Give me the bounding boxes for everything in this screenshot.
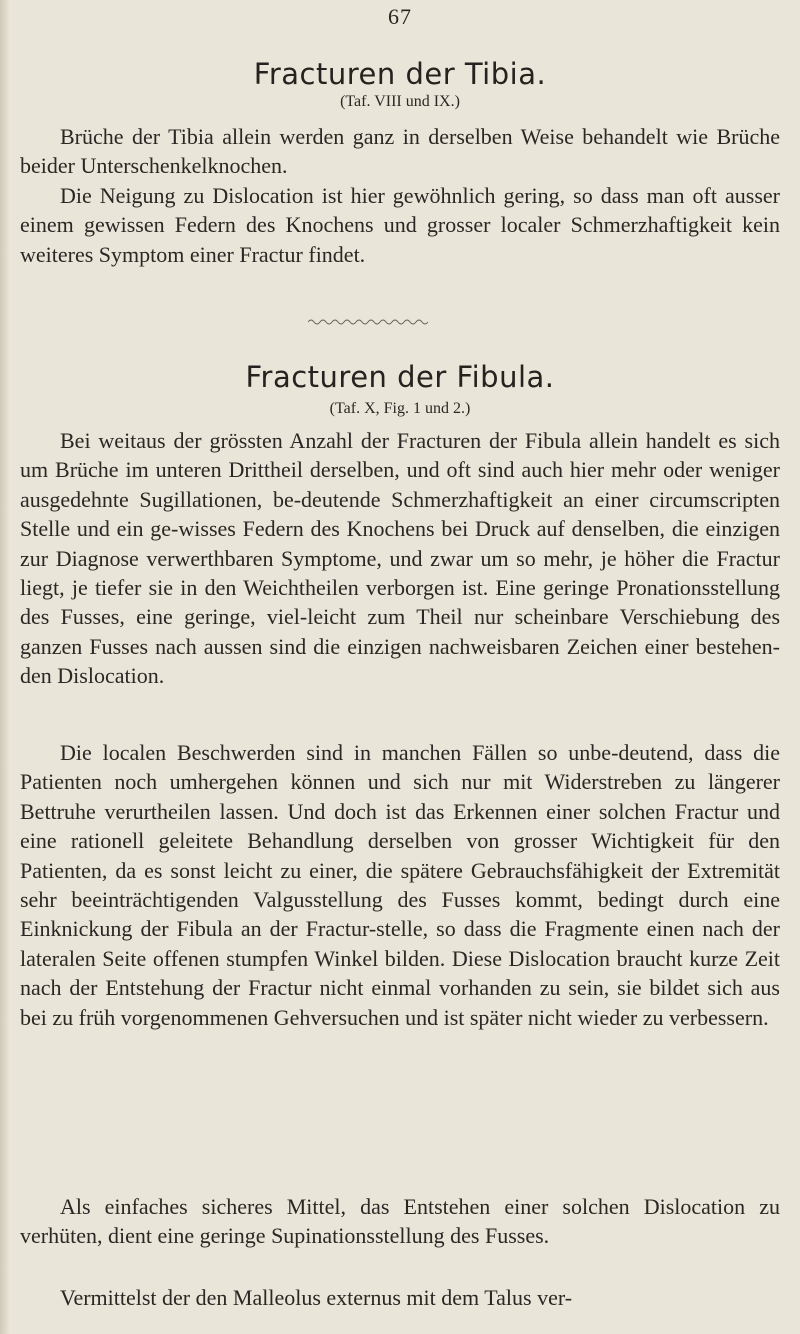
paragraph-tibia-1: Brüche der Tibia allein werden ganz in derselben Weise behandelt wie Brüche beider Unterschenkelknochen. — [20, 124, 780, 179]
paragraph-fibula-4: Vermittelst der den Malleolus externus mit dem Talus ver- — [60, 1285, 573, 1310]
page-number: 67 — [388, 4, 412, 29]
paragraph-fibula-3: Als einfaches sicheres Mittel, das Entstehen einer solchen Dislocation zu verhüten, dient eine geringe Supinationsstellung des Fusses. — [20, 1194, 780, 1249]
wavy-divider — [308, 318, 428, 326]
binding-edge — [0, 0, 10, 1334]
section-title-tibia: Fracturen der Tibia. — [253, 57, 547, 91]
section-title-fibula: Fracturen der Fibula. — [245, 360, 555, 394]
section-subtitle-fibula: (Taf. X, Fig. 1 und 2.) — [329, 400, 471, 417]
section-subtitle-tibia: (Taf. VIII und IX.) — [340, 93, 460, 110]
paragraph-fibula-1: Bei weitaus der grössten Anzahl der Fracturen der Fibula allein handelt es sich um Brüche im unteren Drittheil derselben, und oft sind auch hier mehr oder weniger ausgedehnte Sugillationen, be-deutende Schmerzhaftigkeit an einer circumscripten Stelle und ein ge-wisses Federn des Knochens bei Druck auf denselben, die einzigen zur Diagnose verwerthbaren Symptome, und zwar um so mehr, je höher die Fractur liegt, je tiefer sie in den Weichtheilen verborgen ist. Eine geringe Pronationsstellung des Fusses, eine geringe, viel-leicht zum Theil nur scheinbare Verschiebung des ganzen Fusses nach aussen sind die einzigen nachweisbaren Zeichen einer bestehen-den Dislocation. — [20, 428, 780, 689]
paragraph-tibia-2: Die Neigung zu Dislocation ist hier gewöhnlich gering, so dass man oft ausser einem gewissen Federn des Knochens und grosser localer Schmerzhaftigkeit kein weiteres Symptom einer Fractur findet. — [20, 183, 780, 267]
paragraph-fibula-2: Die localen Beschwerden sind in manchen Fällen so unbe-deutend, dass die Patienten noch umhergehen können und sich nur mit Widerstreben zu längerer Bettruhe verurtheilen lassen. Und doch ist das Erkennen einer solchen Fractur und eine rationell geleitete Behandlung derselben von grosser Wichtigkeit für den Patienten, da es sonst leicht zu einer, die spätere Gebrauchsfähigkeit der Extremität sehr beeinträchtigenden Valgusstellung des Fusses kommt, bedingt durch eine Einknickung der Fibula an der Fractur-stelle, so dass die Fragmente einen nach der lateralen Seite offenen stumpfen Winkel bilden. Diese Dislocation braucht kurze Zeit nach der Entstehung der Fractur nicht einmal vorhanden zu sein, sie bildet sich aus bei zu früh vorgenommenen Gehversuchen und ist später nicht wieder zu verbessern. — [20, 740, 780, 1030]
